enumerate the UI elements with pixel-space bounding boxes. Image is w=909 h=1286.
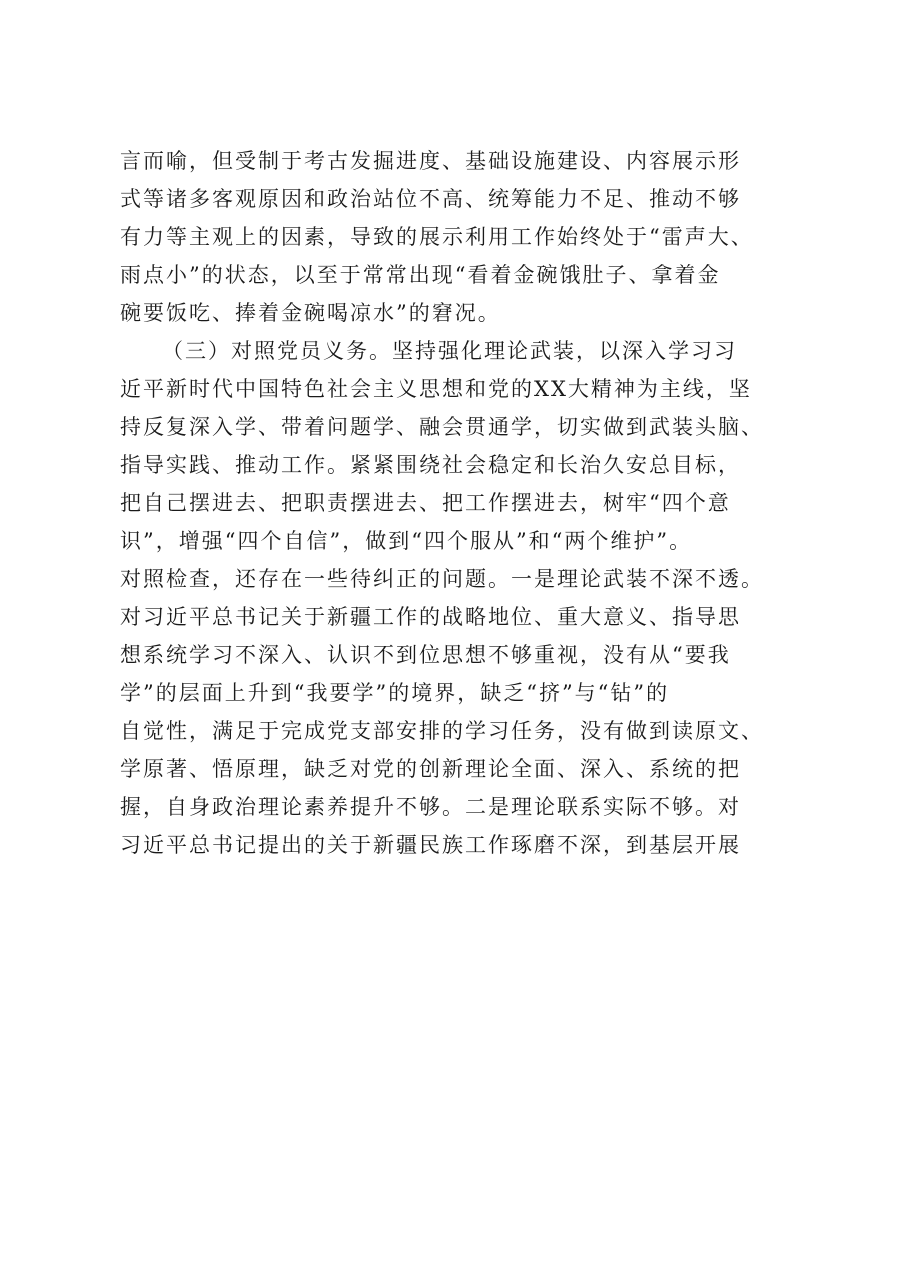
text-line: 握，自身政治理论素养提升不够。二是理论联系实际不够。对 [120, 795, 741, 819]
text-line: 指导实践、推动工作。紧紧围绕社会稳定和长治久安总目标， [120, 453, 741, 477]
text-line: 式等诸多客观原因和政治站位不高、统筹能力不足、推动不够 [120, 187, 741, 211]
body-text [120, 142, 810, 864]
text-line: 言而喻，但受制于考古发掘进度、基础设施建设、内容展示形 [120, 149, 741, 173]
section-heading-line: （三）对照党员义务。坚持强化理论武装，以深入学习习 [162, 339, 737, 363]
text-line: 习近平总书记提出的关于新疆民族工作琢磨不深，到基层开展 [120, 833, 741, 857]
text-line: 把自己摆进去、把职责摆进去、把工作摆进去，树牢“四个意 [120, 491, 731, 515]
text-line: 持反复深入学、带着问题学、融会贯通学，切实做到武装头脑、 [120, 415, 764, 439]
text-line: 学”的层面上升到“我要学”的境界，缺乏“挤”与“钻”的 [120, 681, 670, 705]
text-line: 对照检查，还存在一些待纠正的问题。一是理论武装不深不透。 [120, 567, 764, 591]
text-line: 近平新时代中国特色社会主义思想和党的XX大精神为主线，坚 [120, 377, 752, 401]
text-line: 自觉性，满足于完成党支部安排的学习任务，没有做到读原文、 [120, 719, 764, 743]
text-line: 有力等主观上的因素，导致的展示利用工作始终处于“雷声大、 [120, 225, 754, 249]
text-line: 对习近平总书记关于新疆工作的战略地位、重大意义、指导思 [120, 605, 741, 629]
text-line: 学原著、悟原理，缺乏对党的创新理论全面、深入、系统的把 [120, 757, 741, 781]
text-line: 识”，增强“四个自信”，做到“四个服从”和“两个维护”。 [120, 529, 693, 553]
text-line: 想系统学习不深入、认识不到位思想不够重视，没有从“要我 [120, 643, 731, 667]
text-line: 雨点小”的状态，以至于常常出现“看着金碗饿肚子、拿着金 [120, 263, 721, 287]
text-line: 碗要饭吃、捧着金碗喝凉水”的窘况。 [120, 301, 501, 325]
